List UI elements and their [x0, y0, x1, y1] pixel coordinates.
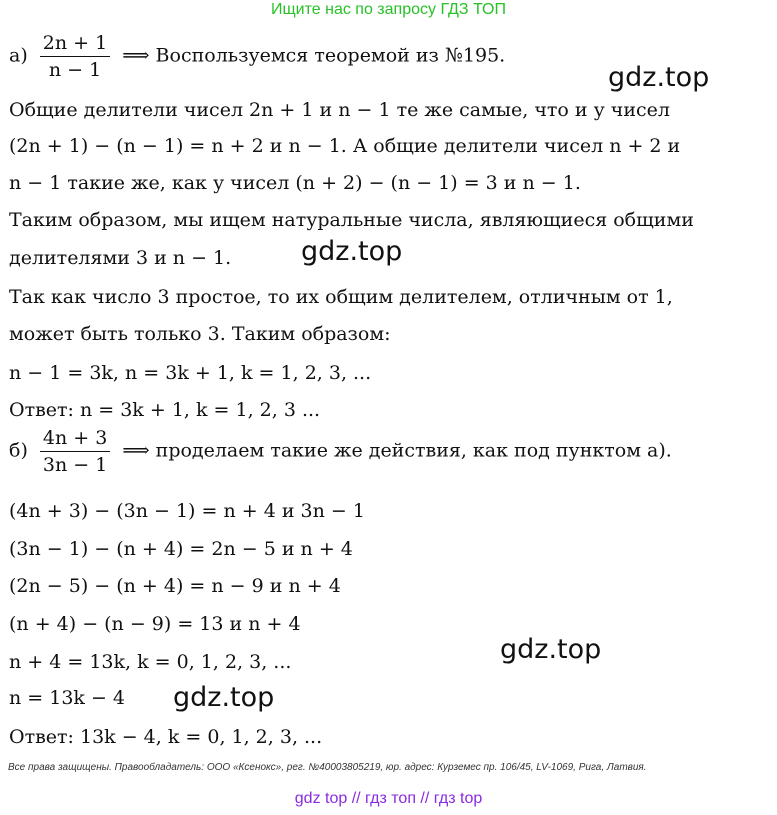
equation-line: n = 13k − 4 — [9, 687, 126, 709]
equation-line: (4n + 3) − (3n − 1) = n + 4 и 3n − 1 — [9, 500, 365, 522]
part-a-fraction — [40, 32, 110, 81]
watermark: gdz.top — [301, 236, 403, 267]
text-line: Общие делители чисел 2n + 1 и n − 1 те же самые, что и у чисел — [9, 99, 670, 121]
top-banner: Ищите нас по запросу ГДЗ ТОП — [271, 1, 506, 18]
watermark: gdz.top — [608, 62, 710, 93]
fraction-numerator: 4n + 3 — [40, 427, 110, 452]
fraction-numerator: 2n + 1 — [40, 32, 110, 57]
text-line: n − 1 такие же, как у чисел (n + 2) − (n − 1) = 3 и n − 1. — [9, 172, 581, 194]
watermark: gdz.top — [173, 682, 275, 713]
part-a-intro: ⟹ Воспользуемся теоремой из №195. — [122, 44, 506, 67]
part-a-header — [9, 32, 505, 81]
part-b-header — [9, 427, 672, 476]
part-b-prefix: б) — [9, 439, 28, 462]
text-line: (2n + 1) − (n − 1) = n + 2 и n − 1. А общие делители чисел n + 2 и — [9, 135, 681, 157]
part-b-fraction — [40, 427, 110, 476]
text-line: Так как число 3 простое, то их общим делителем, отличным от 1, — [9, 286, 673, 308]
watermark: gdz.top — [500, 634, 602, 665]
text-line: делителями 3 и n − 1. — [9, 247, 232, 269]
answer-line: Ответ: 13k − 4, k = 0, 1, 2, 3, ... — [9, 726, 323, 748]
equation-line: n + 4 = 13k, k = 0, 1, 2, 3, ... — [9, 651, 292, 673]
text-line: Таким образом, мы ищем натуральные числа, являющиеся общими — [9, 209, 694, 231]
text-line: может быть только 3. Таким образом: — [9, 323, 391, 345]
part-a-prefix: а) — [9, 44, 28, 67]
equation-line: n − 1 = 3k, n = 3k + 1, k = 1, 2, 3, ... — [9, 362, 372, 384]
equation-line: (n + 4) − (n − 9) = 13 и n + 4 — [9, 613, 301, 635]
footer-links: gdz top // гдз топ // гдз top — [294, 790, 483, 807]
fraction-denominator: n − 1 — [48, 59, 102, 81]
part-b-intro: ⟹ проделаем такие же действия, как под пунктом а). — [122, 439, 672, 462]
answer-line: Ответ: n = 3k + 1, k = 1, 2, 3 ... — [9, 399, 321, 421]
fraction-denominator: 3n − 1 — [42, 454, 108, 476]
equation-line: (3n − 1) − (n + 4) = 2n − 5 и n + 4 — [9, 538, 353, 560]
equation-line: (2n − 5) − (n + 4) = n − 9 и n + 4 — [9, 575, 341, 597]
copyright-notice: Все права защищены. Правообладатель: ООО «Ксенокс», рег. №40003805219, юр. адрес: Курземес пр. 106/45, LV-1069, Рига, Латвия. — [8, 762, 647, 773]
